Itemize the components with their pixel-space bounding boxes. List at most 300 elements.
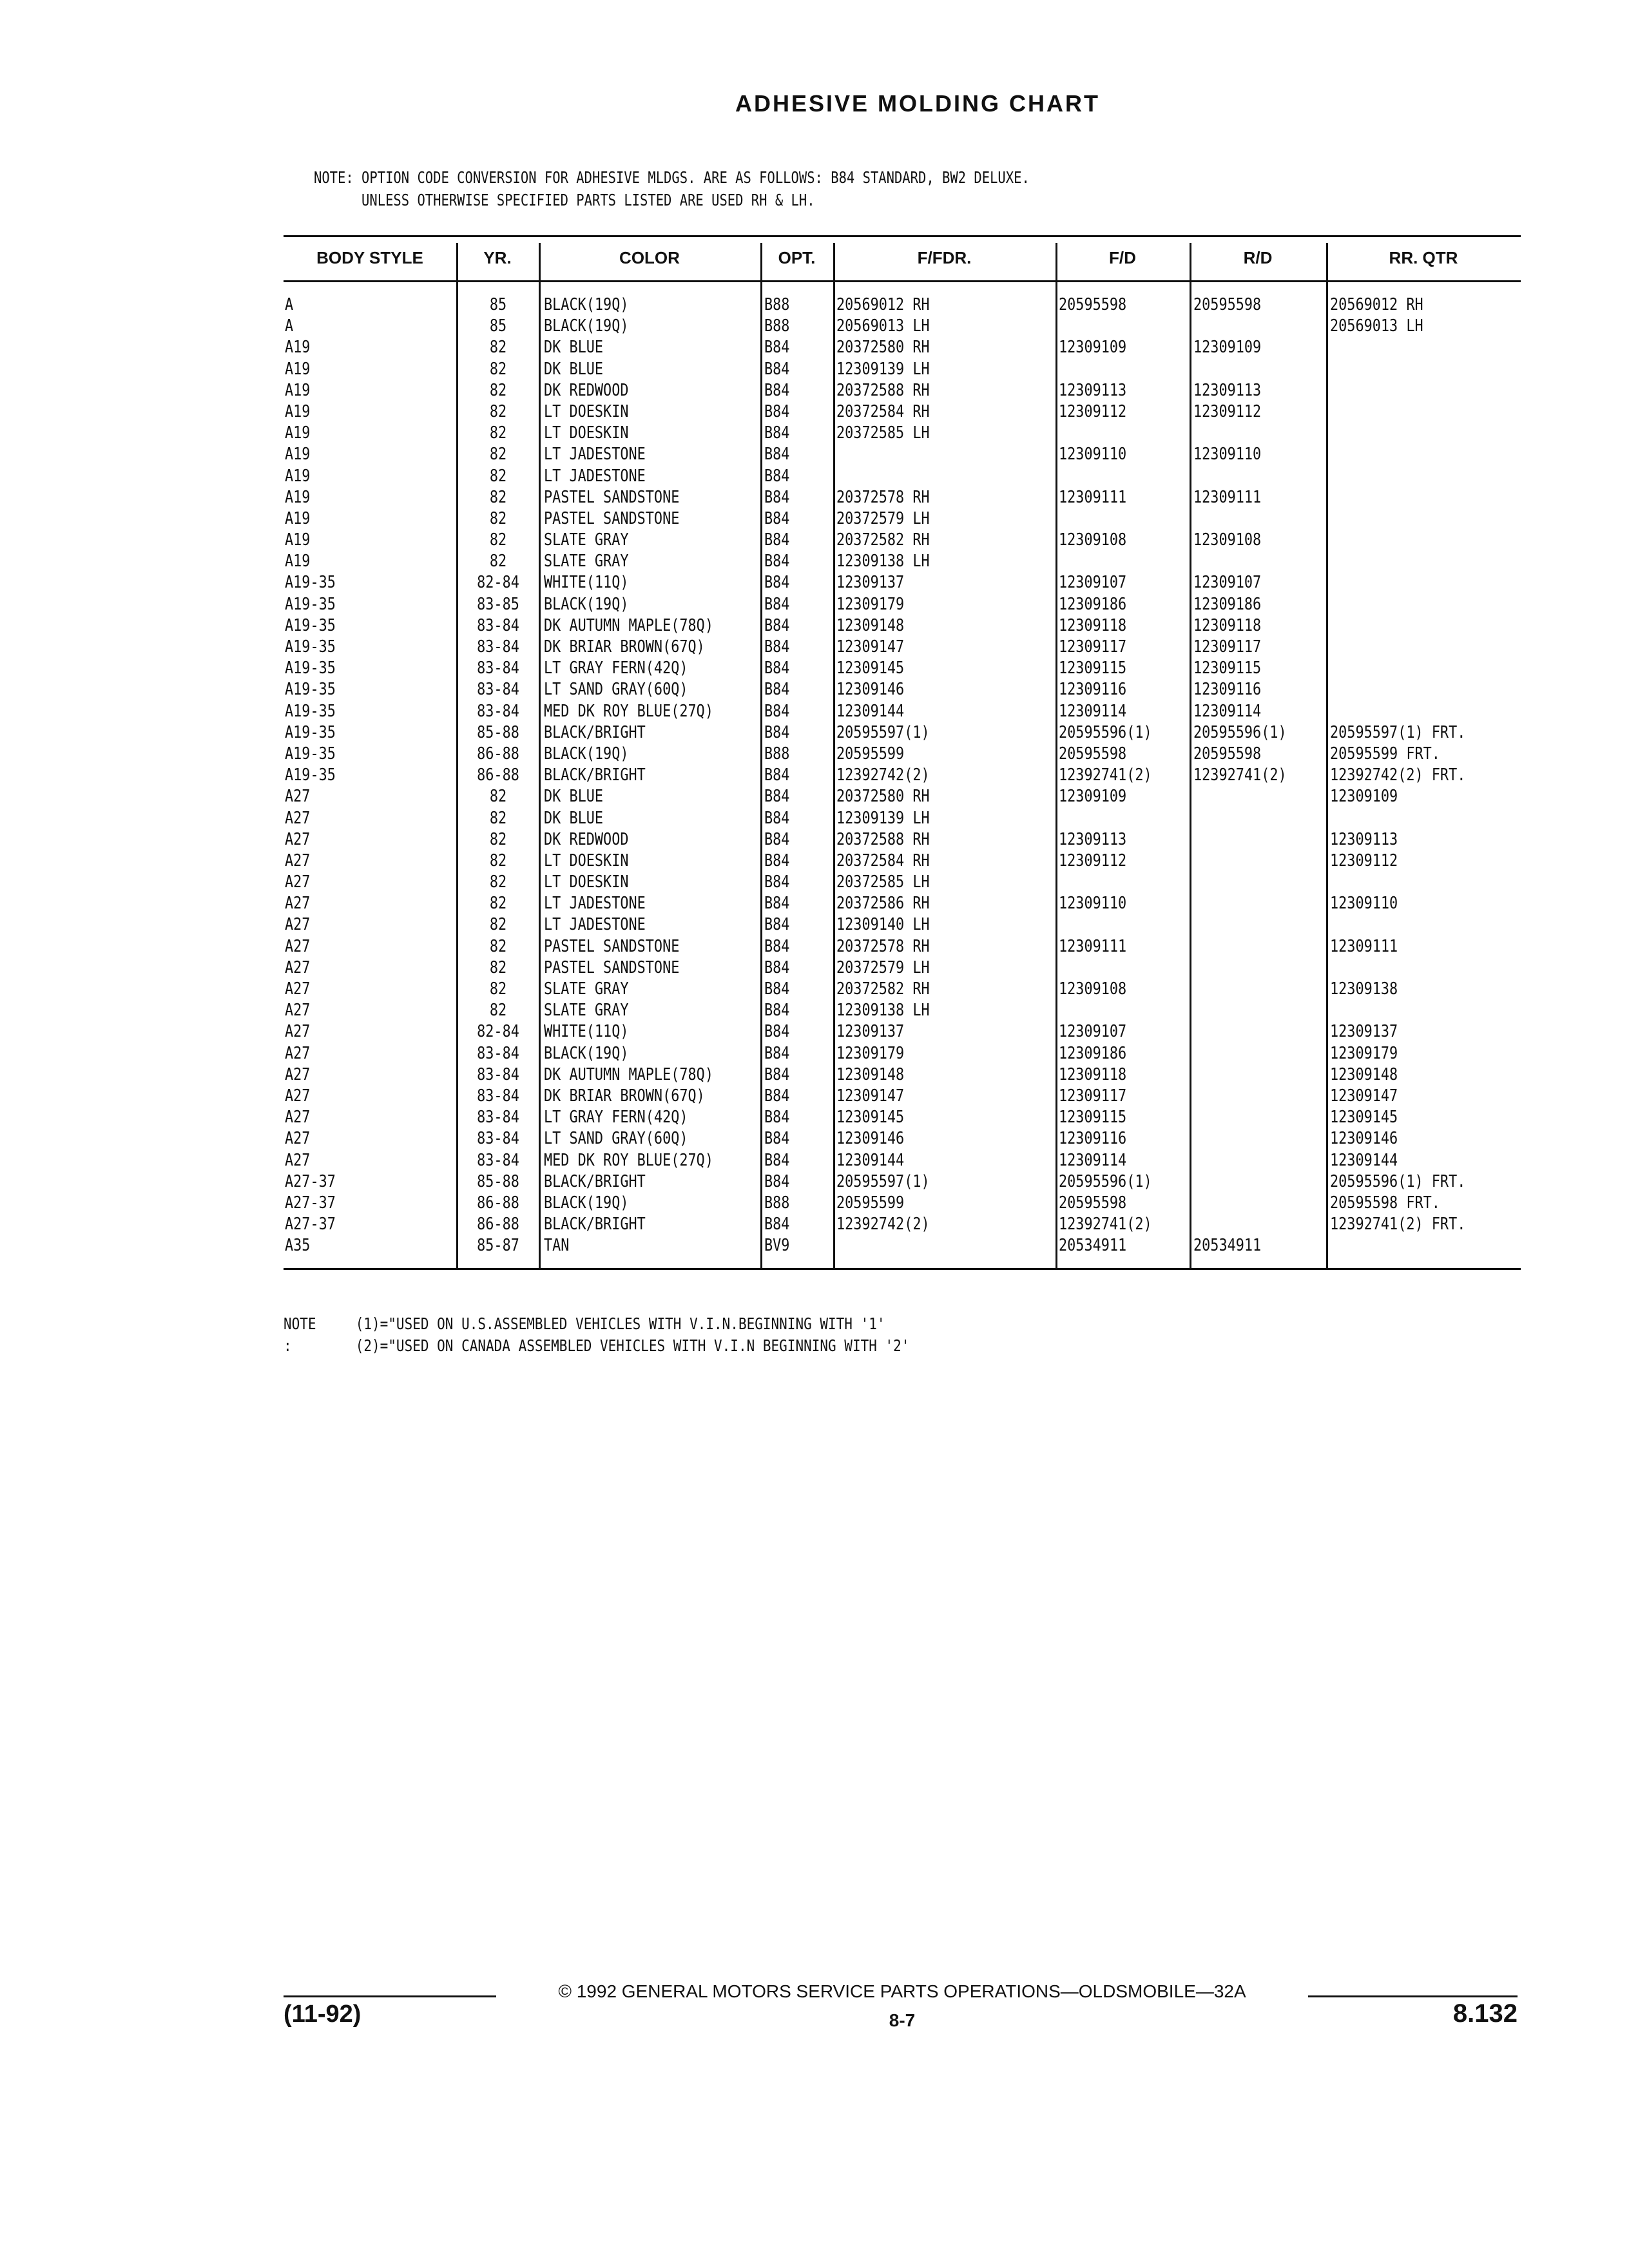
cell-color: LT JADESTONE — [544, 466, 646, 486]
cell-body-style: A19-35 — [285, 722, 336, 742]
cell-yr: 82 — [489, 380, 507, 400]
cell-ffdr: 20595597(1) — [836, 722, 930, 742]
cell-rr-qtr: 20595597(1) FRT. — [1330, 722, 1466, 742]
cell-rd: 12309113 — [1193, 380, 1262, 400]
cell-body-style: A27 — [285, 1129, 311, 1149]
cell-yr: 83-84 — [477, 658, 519, 678]
cell-ffdr: 12309137 — [836, 573, 905, 593]
cell-color: BLACK(19Q) — [544, 594, 629, 614]
cell-fd: 20595598 — [1059, 744, 1127, 764]
cell-opt: B84 — [764, 380, 790, 400]
cell-rr-qtr: 12309113 — [1330, 829, 1398, 849]
page-title: ADHESIVE MOLDING CHART — [735, 90, 1100, 117]
cell-color: PASTEL SANDSTONE — [544, 508, 680, 528]
cell-body-style: A27-37 — [285, 1193, 336, 1213]
adhesive-molding-table — [284, 235, 1521, 1270]
cell-ffdr: 20372578 RH — [836, 936, 930, 956]
cell-yr: 83-84 — [477, 680, 519, 700]
table-row — [284, 551, 1521, 572]
cell-ffdr: 12309138 LH — [836, 1001, 930, 1021]
cell-rd: 12309111 — [1193, 487, 1262, 507]
cell-body-style: A27 — [285, 1108, 311, 1128]
cell-color: BLACK/BRIGHT — [544, 1215, 646, 1235]
cell-color: LT DOESKIN — [544, 850, 629, 870]
cell-fd: 12309116 — [1059, 680, 1127, 700]
cell-opt: B88 — [764, 744, 790, 764]
cell-opt: B84 — [764, 957, 790, 977]
cell-opt: B88 — [764, 295, 790, 314]
cell-color: DK REDWOOD — [544, 380, 629, 400]
cell-yr: 82 — [489, 401, 507, 421]
cell-ffdr: 20372585 LH — [836, 872, 930, 892]
table-row — [284, 893, 1521, 914]
cell-opt: BV9 — [764, 1236, 790, 1256]
table-body — [284, 294, 1521, 1256]
cell-color: SLATE GRAY — [544, 979, 629, 999]
table-row — [284, 658, 1521, 679]
cell-rd: 20534911 — [1193, 1236, 1262, 1256]
cell-body-style: A19-35 — [285, 765, 336, 785]
cell-body-style: A19 — [285, 359, 311, 379]
cell-rd: 12309108 — [1193, 530, 1262, 550]
cell-color: PASTEL SANDSTONE — [544, 487, 680, 507]
cell-opt: B84 — [764, 915, 790, 935]
cell-ffdr: 12309145 — [836, 1108, 905, 1128]
cell-color: PASTEL SANDSTONE — [544, 936, 680, 956]
revision-date: (11-92) — [284, 2001, 361, 2028]
cell-ffdr: 20372582 RH — [836, 979, 930, 999]
table-row — [284, 1150, 1521, 1171]
cell-opt: B84 — [764, 936, 790, 956]
cell-color: LT JADESTONE — [544, 445, 646, 465]
cell-rd: 12309110 — [1193, 445, 1262, 465]
table-row — [284, 487, 1521, 508]
footer-rule-right — [1308, 1995, 1518, 1997]
cell-body-style: A27 — [285, 808, 311, 828]
cell-body-style: A19 — [285, 338, 311, 358]
table-row — [284, 444, 1521, 465]
cell-fd: 12309113 — [1059, 380, 1127, 400]
section-number: 8.132 — [1452, 1999, 1518, 2028]
cell-fd: 12309114 — [1059, 1150, 1127, 1170]
cell-body-style: A27 — [285, 829, 311, 849]
cell-ffdr: 20372586 RH — [836, 894, 930, 914]
cell-color: BLACK(19Q) — [544, 744, 629, 764]
cell-body-style: A19 — [285, 466, 311, 486]
header-rule — [284, 280, 1521, 282]
cell-yr: 82 — [489, 338, 507, 358]
cell-body-style: A19-35 — [285, 658, 336, 678]
cell-opt: B84 — [764, 1022, 790, 1042]
cell-color: BLACK/BRIGHT — [544, 722, 646, 742]
cell-rr-qtr: 12309148 — [1330, 1064, 1398, 1084]
cell-color: BLACK(19Q) — [544, 316, 629, 336]
cell-yr: 83-84 — [477, 1150, 519, 1170]
cell-opt: B84 — [764, 573, 790, 593]
cell-opt: B84 — [764, 615, 790, 635]
cell-rr-qtr: 12309138 — [1330, 979, 1398, 999]
page-footer — [284, 1981, 1518, 2033]
cell-body-style: A — [285, 295, 294, 314]
table-row — [284, 508, 1521, 530]
cell-yr: 82 — [489, 552, 507, 572]
cell-opt: B84 — [764, 423, 790, 443]
cell-opt: B84 — [764, 872, 790, 892]
header-body-style: BODY STYLE — [316, 248, 423, 267]
table-row — [284, 294, 1521, 316]
cell-fd: 12309186 — [1059, 1043, 1127, 1063]
cell-ffdr: 12309137 — [836, 1022, 905, 1042]
copyright-line: © 1992 GENERAL MOTORS SERVICE PARTS OPERATIONS—OLDSMOBILE—32A — [558, 1981, 1246, 2001]
table-row — [284, 979, 1521, 1000]
cell-opt: B84 — [764, 487, 790, 507]
cell-rd: 12309116 — [1193, 680, 1262, 700]
cell-rr-qtr: 12309145 — [1330, 1108, 1398, 1128]
table-row — [284, 359, 1521, 380]
cell-yr: 83-84 — [477, 1108, 519, 1128]
table-row — [284, 594, 1521, 615]
cell-ffdr: 12309138 LH — [836, 552, 930, 572]
cell-ffdr: 20372582 RH — [836, 530, 930, 550]
cell-opt: B84 — [764, 787, 790, 807]
cell-fd: 12392741(2) — [1059, 765, 1152, 785]
cell-yr: 82-84 — [477, 573, 519, 593]
page-number: 8-7 — [889, 2010, 916, 2030]
cell-opt: B84 — [764, 466, 790, 486]
cell-fd: 20595598 — [1059, 295, 1127, 314]
table-row — [284, 380, 1521, 401]
table-row — [284, 744, 1521, 765]
cell-fd: 12309115 — [1059, 658, 1127, 678]
cell-ffdr: 12309144 — [836, 1150, 905, 1170]
cell-color: BLACK(19Q) — [544, 295, 629, 314]
cell-opt: B84 — [764, 701, 790, 721]
cell-color: MED DK ROY BLUE(27Q) — [544, 701, 713, 721]
cell-ffdr: 20595597(1) — [836, 1171, 930, 1191]
cell-ffdr: 12392742(2) — [836, 1215, 930, 1235]
cell-opt: B84 — [764, 359, 790, 379]
cell-body-style: A19-35 — [285, 701, 336, 721]
cell-color: DK AUTUMN MAPLE(78Q) — [544, 1064, 713, 1084]
table-row — [284, 466, 1521, 487]
header-color: COLOR — [619, 248, 680, 267]
footnote-line-1: (1)="USED ON U.S.ASSEMBLED VEHICLES WITH V.I.N.BEGINNING WITH '1' — [355, 1314, 885, 1333]
cell-color: BLACK/BRIGHT — [544, 1171, 646, 1191]
cell-yr: 83-84 — [477, 1129, 519, 1149]
cell-ffdr: 20372579 LH — [836, 957, 930, 977]
table-row — [284, 936, 1521, 957]
cell-rr-qtr: 12309137 — [1330, 1022, 1398, 1042]
cell-yr: 82 — [489, 894, 507, 914]
cell-color: LT DOESKIN — [544, 401, 629, 421]
cell-fd: 12309118 — [1059, 615, 1127, 635]
header-rd: R/D — [1243, 248, 1273, 267]
table-row — [284, 957, 1521, 979]
header-ffdr: F/FDR. — [917, 248, 972, 267]
cell-yr: 86-88 — [477, 744, 519, 764]
cell-color: SLATE GRAY — [544, 552, 629, 572]
cell-rr-qtr: 12309179 — [1330, 1043, 1398, 1063]
cell-fd: 20534911 — [1059, 1236, 1127, 1256]
cell-ffdr: 12309145 — [836, 658, 905, 678]
cell-rr-qtr: 20595599 FRT. — [1330, 744, 1440, 764]
cell-opt: B84 — [764, 338, 790, 358]
cell-body-style: A27 — [285, 1022, 311, 1042]
cell-opt: B84 — [764, 401, 790, 421]
cell-body-style: A27 — [285, 1086, 311, 1106]
cell-body-style: A27 — [285, 787, 311, 807]
header-fd: F/D — [1109, 248, 1136, 267]
table-row — [284, 872, 1521, 893]
cell-color: LT JADESTONE — [544, 915, 646, 935]
cell-fd: 12309115 — [1059, 1108, 1127, 1128]
cell-ffdr: 12392742(2) — [836, 765, 930, 785]
cell-color: LT DOESKIN — [544, 423, 629, 443]
cell-opt: B84 — [764, 765, 790, 785]
table-row — [284, 679, 1521, 700]
cell-opt: B84 — [764, 894, 790, 914]
cell-body-style: A — [285, 316, 294, 336]
cell-fd: 12309112 — [1059, 401, 1127, 421]
cell-ffdr: 20372579 LH — [836, 508, 930, 528]
cell-yr: 82 — [489, 915, 507, 935]
cell-rr-qtr: 20595598 FRT. — [1330, 1193, 1440, 1213]
cell-color: TAN — [544, 1236, 570, 1256]
table-row — [284, 1128, 1521, 1149]
cell-body-style: A19-35 — [285, 637, 336, 657]
cell-body-style: A19 — [285, 445, 311, 465]
cell-yr: 82-84 — [477, 1022, 519, 1042]
cell-body-style: A19-35 — [285, 573, 336, 593]
cell-yr: 83-84 — [477, 701, 519, 721]
cell-fd: 12309109 — [1059, 787, 1127, 807]
cell-rr-qtr: 12309146 — [1330, 1129, 1398, 1149]
cell-rd: 20595598 — [1193, 744, 1262, 764]
table-row — [284, 1064, 1521, 1086]
cell-yr: 82 — [489, 850, 507, 870]
cell-yr: 82 — [489, 445, 507, 465]
cell-body-style: A19-35 — [285, 680, 336, 700]
cell-fd: 12309110 — [1059, 894, 1127, 914]
cell-opt: B84 — [764, 1150, 790, 1170]
table-row — [284, 1214, 1521, 1235]
cell-yr: 85 — [489, 295, 507, 314]
cell-ffdr: 20372580 RH — [836, 338, 930, 358]
cell-body-style: A27 — [285, 957, 311, 977]
cell-rd: 12309114 — [1193, 701, 1262, 721]
cell-fd: 12309117 — [1059, 1086, 1127, 1106]
cell-ffdr: 20569012 RH — [836, 295, 930, 314]
cell-yr: 82 — [489, 508, 507, 528]
cell-ffdr: 12309146 — [836, 680, 905, 700]
cell-rd: 12309117 — [1193, 637, 1262, 657]
cell-body-style: A19 — [285, 423, 311, 443]
cell-color: LT SAND GRAY(60Q) — [544, 680, 688, 700]
cell-rr-qtr: 12309110 — [1330, 894, 1398, 914]
cell-color: DK BLUE — [544, 787, 604, 807]
cell-opt: B84 — [764, 1171, 790, 1191]
cell-yr: 82 — [489, 487, 507, 507]
table-row — [284, 829, 1521, 850]
note-line-2: UNLESS OTHERWISE SPECIFIED PARTS LISTED ARE USED RH & LH. — [314, 191, 815, 209]
cell-yr: 85-88 — [477, 722, 519, 742]
cell-yr: 82 — [489, 359, 507, 379]
cell-body-style: A35 — [285, 1236, 311, 1256]
cell-color: LT JADESTONE — [544, 894, 646, 914]
cell-body-style: A19-35 — [285, 615, 336, 635]
cell-ffdr: 20372588 RH — [836, 380, 930, 400]
cell-rr-qtr: 12309112 — [1330, 850, 1398, 870]
cell-body-style: A19 — [285, 401, 311, 421]
footnote-label: NOTE : — [284, 1314, 316, 1355]
cell-ffdr: 20595599 — [836, 1193, 905, 1213]
cell-yr: 82 — [489, 787, 507, 807]
cell-opt: B84 — [764, 850, 790, 870]
cell-color: DK BLUE — [544, 359, 604, 379]
cell-color: WHITE(11Q) — [544, 573, 629, 593]
cell-body-style: A19 — [285, 508, 311, 528]
table-row — [284, 401, 1521, 423]
cell-fd: 12309114 — [1059, 701, 1127, 721]
header-opt: OPT. — [778, 248, 816, 267]
cell-color: DK BLUE — [544, 808, 604, 828]
cell-yr: 82 — [489, 979, 507, 999]
cell-color: SLATE GRAY — [544, 1001, 629, 1021]
cell-yr: 85 — [489, 316, 507, 336]
cell-fd: 12309108 — [1059, 530, 1127, 550]
cell-opt: B84 — [764, 552, 790, 572]
cell-fd: 12309111 — [1059, 487, 1127, 507]
cell-opt: B88 — [764, 316, 790, 336]
cell-yr: 82 — [489, 872, 507, 892]
cell-body-style: A27 — [285, 872, 311, 892]
cell-opt: B84 — [764, 445, 790, 465]
cell-opt: B84 — [764, 1064, 790, 1084]
cell-fd: 20595598 — [1059, 1193, 1127, 1213]
cell-opt: B84 — [764, 594, 790, 614]
table-row — [284, 1107, 1521, 1128]
cell-yr: 82 — [489, 829, 507, 849]
table-row — [284, 808, 1521, 829]
table-row — [284, 1043, 1521, 1064]
cell-yr: 82 — [489, 530, 507, 550]
cell-ffdr: 12309144 — [836, 701, 905, 721]
cell-rd: 12309109 — [1193, 338, 1262, 358]
note-line-1: NOTE: OPTION CODE CONVERSION FOR ADHESIVE MLDGS. ARE AS FOLLOWS: B84 STANDARD, BW2 DELUXE. — [314, 168, 1030, 187]
cell-body-style: A27 — [285, 1043, 311, 1063]
cell-opt: B84 — [764, 1129, 790, 1149]
cell-body-style: A19-35 — [285, 744, 336, 764]
cell-fd: 12309111 — [1059, 936, 1127, 956]
cell-body-style: A27 — [285, 850, 311, 870]
cell-body-style: A19 — [285, 530, 311, 550]
cell-fd: 12309108 — [1059, 979, 1127, 999]
cell-color: DK REDWOOD — [544, 829, 629, 849]
cell-fd: 12309107 — [1059, 1022, 1127, 1042]
cell-ffdr: 12309139 LH — [836, 808, 930, 828]
cell-ffdr: 20595599 — [836, 744, 905, 764]
cell-opt: B84 — [764, 530, 790, 550]
cell-body-style: A27 — [285, 1001, 311, 1021]
cell-rd: 12309118 — [1193, 615, 1262, 635]
cell-yr: 85-87 — [477, 1236, 519, 1256]
cell-rr-qtr: 12392742(2) FRT. — [1330, 765, 1466, 785]
cell-fd: 12392741(2) — [1059, 1215, 1152, 1235]
cell-body-style: A27 — [285, 915, 311, 935]
table-bottom-rule — [284, 1268, 1521, 1270]
cell-color: LT GRAY FERN(42Q) — [544, 658, 688, 678]
table-row — [284, 337, 1521, 358]
cell-yr: 82 — [489, 957, 507, 977]
cell-opt: B84 — [764, 1043, 790, 1063]
cell-ffdr: 20372584 RH — [836, 401, 930, 421]
cell-rd: 12309107 — [1193, 573, 1262, 593]
table-row — [284, 1000, 1521, 1021]
cell-ffdr: 20372578 RH — [836, 487, 930, 507]
cell-rr-qtr: 12309147 — [1330, 1086, 1398, 1106]
cell-opt: B84 — [764, 722, 790, 742]
cell-color: DK BRIAR BROWN(67Q) — [544, 1086, 705, 1106]
cell-fd: 12309110 — [1059, 445, 1127, 465]
table-row — [284, 786, 1521, 807]
cell-rd: 12309186 — [1193, 594, 1262, 614]
cell-color: DK AUTUMN MAPLE(78Q) — [544, 615, 713, 635]
cell-ffdr: 12309139 LH — [836, 359, 930, 379]
cell-rd: 20595596(1) — [1193, 722, 1287, 742]
cell-body-style: A27 — [285, 1150, 311, 1170]
cell-body-style: A27 — [285, 979, 311, 999]
cell-rd: 12392741(2) — [1193, 765, 1287, 785]
footer-rule-left — [284, 1995, 496, 1997]
cell-ffdr: 12309140 LH — [836, 915, 930, 935]
table-row — [284, 572, 1521, 593]
cell-rd: 12309115 — [1193, 658, 1262, 678]
cell-yr: 83-84 — [477, 1064, 519, 1084]
cell-opt: B84 — [764, 979, 790, 999]
cell-body-style: A27 — [285, 1064, 311, 1084]
cell-yr: 82 — [489, 1001, 507, 1021]
cell-yr: 83-84 — [477, 637, 519, 657]
cell-color: LT SAND GRAY(60Q) — [544, 1129, 688, 1149]
option-code-note — [314, 166, 1030, 211]
cell-ffdr: 12309148 — [836, 1064, 905, 1084]
table-row — [284, 1086, 1521, 1107]
cell-body-style: A27 — [285, 936, 311, 956]
cell-color: SLATE GRAY — [544, 530, 629, 550]
cell-yr: 83-85 — [477, 594, 519, 614]
cell-rr-qtr: 20569012 RH — [1330, 295, 1423, 314]
table-row — [284, 423, 1521, 444]
table-row — [284, 1235, 1521, 1256]
cell-color: DK BRIAR BROWN(67Q) — [544, 637, 705, 657]
cell-opt: B84 — [764, 808, 790, 828]
cell-fd: 12309116 — [1059, 1129, 1127, 1149]
footnote-line-2: (2)="USED ON CANADA ASSEMBLED VEHICLES WITH V.I.N BEGINNING WITH '2' — [355, 1336, 910, 1355]
cell-body-style: A19 — [285, 380, 311, 400]
cell-color: LT GRAY FERN(42Q) — [544, 1108, 688, 1128]
cell-yr: 82 — [489, 936, 507, 956]
cell-fd: 20595596(1) — [1059, 722, 1152, 742]
cell-color: DK BLUE — [544, 338, 604, 358]
cell-yr: 85-88 — [477, 1171, 519, 1191]
cell-ffdr: 20372588 RH — [836, 829, 930, 849]
cell-color: MED DK ROY BLUE(27Q) — [544, 1150, 713, 1170]
cell-ffdr: 12309147 — [836, 637, 905, 657]
table-row — [284, 1021, 1521, 1043]
cell-color: BLACK/BRIGHT — [544, 765, 646, 785]
cell-color: LT DOESKIN — [544, 872, 629, 892]
cell-ffdr: 12309147 — [836, 1086, 905, 1106]
